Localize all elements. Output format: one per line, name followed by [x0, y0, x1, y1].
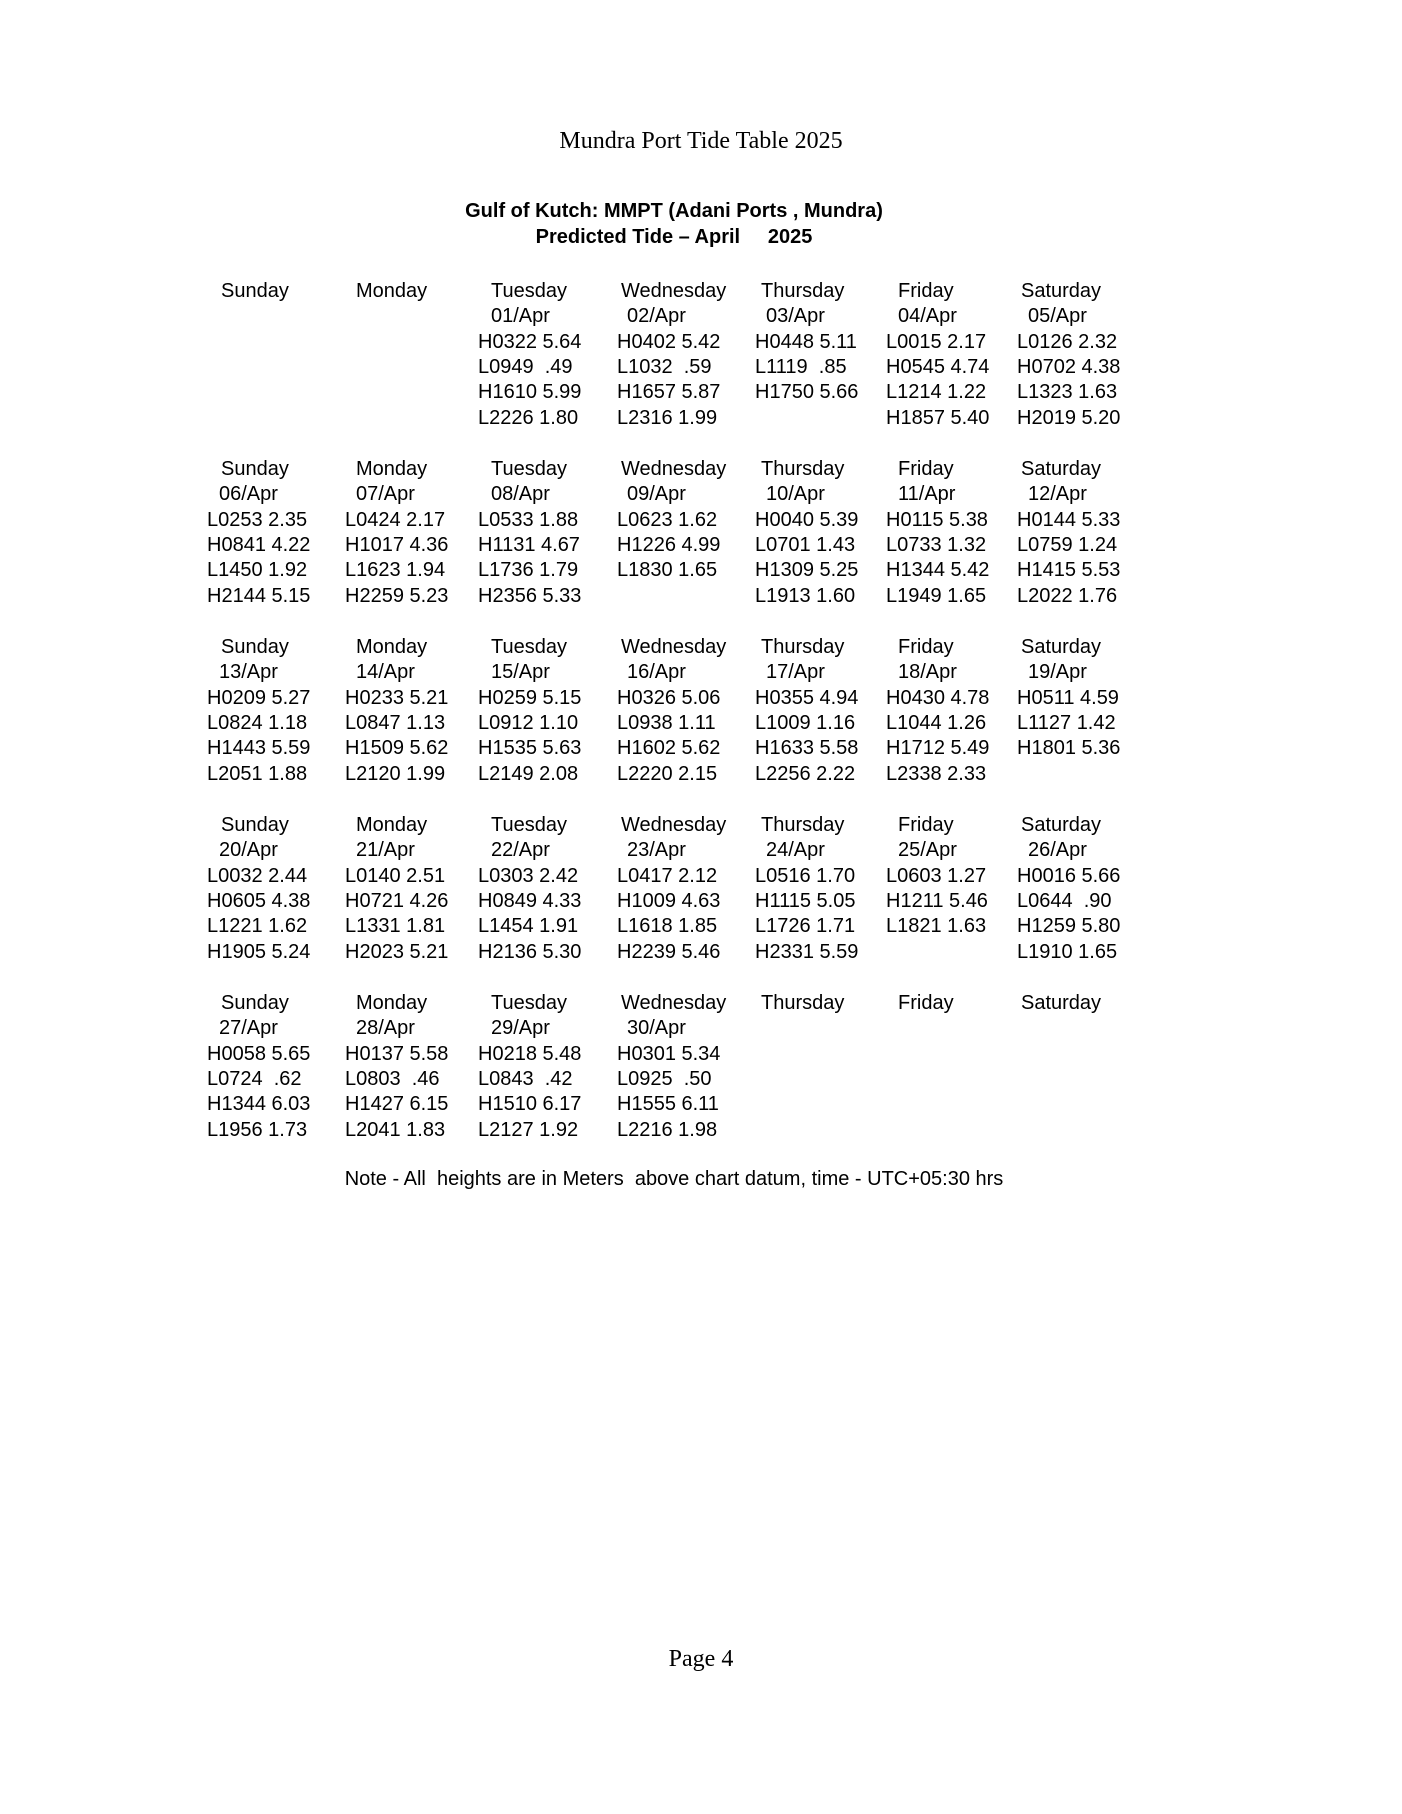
tide-entry: L0824 1.18 — [207, 711, 308, 734]
tide-entry: H1555 6.11 — [617, 1093, 719, 1116]
day-name: Sunday — [221, 636, 289, 658]
tide-entry: H1226 4.99 — [617, 533, 721, 556]
day-name: Monday — [356, 992, 428, 1014]
tide-entry: H0402 5.42 — [617, 330, 721, 353]
date-label: 25/Apr — [898, 839, 957, 862]
tide-entry: L2216 1.98 — [617, 1118, 718, 1141]
date-label: 03/Apr — [766, 305, 825, 328]
date-label: 17/Apr — [766, 661, 825, 684]
tide-entry: H1602 5.62 — [617, 737, 721, 760]
day-name: Wednesday — [621, 814, 727, 836]
tide-entry: H0355 4.94 — [755, 686, 859, 709]
tide-entry: H1510 6.17 — [478, 1093, 582, 1116]
tide-entry: H0322 5.64 — [478, 330, 582, 353]
location-heading: Gulf of Kutch: MMPT (Adani Ports , Mundra) — [465, 200, 883, 222]
tide-entry: L1956 1.73 — [207, 1118, 308, 1141]
tide-entry: H0016 5.66 — [1017, 864, 1121, 887]
tide-entry: H1535 5.63 — [478, 737, 582, 760]
day-name: Tuesday — [491, 814, 567, 836]
day-name: Tuesday — [491, 636, 567, 658]
tide-entry: H1443 5.59 — [207, 737, 311, 760]
date-label: 28/Apr — [356, 1017, 415, 1040]
tide-entry: L1910 1.65 — [1017, 940, 1118, 963]
day-name: Wednesday — [621, 280, 727, 302]
tide-entry: H1017 4.36 — [345, 533, 449, 556]
tide-entry: H0058 5.65 — [207, 1042, 311, 1065]
tide-entry: L1726 1.71 — [755, 915, 856, 938]
day-name: Saturday — [1021, 458, 1102, 480]
tide-entry: L2127 1.92 — [478, 1118, 579, 1141]
date-label: 20/Apr — [219, 839, 278, 862]
tide-entry: L0949 .49 — [478, 355, 573, 378]
tide-entry: H0301 5.34 — [617, 1042, 721, 1065]
date-label: 27/Apr — [219, 1017, 278, 1040]
tide-entry: H2259 5.23 — [345, 584, 449, 607]
tide-entry: L1009 1.16 — [755, 711, 856, 734]
date-label: 10/Apr — [766, 483, 825, 506]
tide-entry: L0701 1.43 — [755, 533, 856, 556]
tide-entry: H1211 5.46 — [886, 889, 988, 912]
tide-entry: H1115 5.05 — [755, 889, 856, 912]
tide-entry: L1949 1.65 — [886, 584, 987, 607]
date-label: 29/Apr — [491, 1017, 550, 1040]
tide-entry: L2120 1.99 — [345, 762, 446, 785]
tide-entry: L0759 1.24 — [1017, 533, 1118, 556]
tide-entry: H0511 4.59 — [1017, 686, 1119, 709]
date-label: 16/Apr — [627, 661, 686, 684]
day-name: Sunday — [221, 280, 289, 302]
tide-entry: L2220 2.15 — [617, 762, 718, 785]
date-label: 01/Apr — [491, 305, 550, 328]
day-name: Thursday — [761, 458, 845, 480]
tide-entry: L0126 2.32 — [1017, 330, 1118, 353]
tide-entry: H1309 5.25 — [755, 559, 859, 582]
tide-entry: H0448 5.11 — [755, 330, 857, 353]
tide-entry: L0912 1.10 — [478, 711, 579, 734]
day-name: Thursday — [761, 280, 845, 302]
tide-entry: H0849 4.33 — [478, 889, 582, 912]
tide-entry: L2149 2.08 — [478, 762, 579, 785]
day-name: Tuesday — [491, 458, 567, 480]
day-name: Wednesday — [621, 636, 727, 658]
day-name: Wednesday — [621, 458, 727, 480]
date-label: 14/Apr — [356, 661, 415, 684]
day-name: Tuesday — [491, 992, 567, 1014]
tide-entry: H0326 5.06 — [617, 686, 721, 709]
day-name: Thursday — [761, 992, 845, 1014]
tide-entry: H0430 4.78 — [886, 686, 990, 709]
tide-entry: L1454 1.91 — [478, 915, 579, 938]
tide-entry: L1830 1.65 — [617, 559, 718, 582]
tide-entry: L0015 2.17 — [886, 330, 987, 353]
date-label: 09/Apr — [627, 483, 686, 506]
tide-entry: L1323 1.63 — [1017, 381, 1118, 404]
tide-entry: L2256 2.22 — [755, 762, 856, 785]
tide-entry: H0721 4.26 — [345, 889, 449, 912]
tide-entry: L1450 1.92 — [207, 559, 308, 582]
tide-entry: L1221 1.62 — [207, 915, 308, 938]
tide-entry: H2019 5.20 — [1017, 406, 1121, 429]
period-heading: Predicted Tide – April 2025 — [535, 226, 813, 248]
date-label: 05/Apr — [1028, 305, 1087, 328]
tide-entry: H0209 5.27 — [207, 686, 311, 709]
tide-entry: H2144 5.15 — [207, 584, 311, 607]
tide-entry: H1610 5.99 — [478, 381, 582, 404]
tide-entry: L0623 1.62 — [617, 508, 718, 531]
day-name: Saturday — [1021, 992, 1102, 1014]
tide-entry: H1344 5.42 — [886, 559, 990, 582]
tide-entry: L0533 1.88 — [478, 508, 579, 531]
date-label: 23/Apr — [627, 839, 686, 862]
date-label: 11/Apr — [898, 483, 956, 506]
tide-entry: L0424 2.17 — [345, 508, 446, 531]
tide-entry: H2023 5.21 — [345, 940, 449, 963]
tide-entry: H1344 6.03 — [207, 1093, 311, 1116]
date-label: 02/Apr — [627, 305, 686, 328]
tide-entry: H0233 5.21 — [345, 686, 449, 709]
tide-entry: H0605 4.38 — [207, 889, 311, 912]
day-name: Friday — [898, 458, 954, 480]
day-name: Saturday — [1021, 280, 1102, 302]
date-label: 30/Apr — [627, 1017, 686, 1040]
page-number: Page 4 — [668, 1646, 734, 1672]
tide-entry: L0733 1.32 — [886, 533, 987, 556]
date-label: 26/Apr — [1028, 839, 1087, 862]
day-name: Sunday — [221, 814, 289, 836]
tide-entry: L2022 1.76 — [1017, 584, 1118, 607]
tide-entry: L2338 2.33 — [886, 762, 987, 785]
day-name: Friday — [898, 280, 954, 302]
day-name: Sunday — [221, 992, 289, 1014]
tide-entry: H0137 5.58 — [345, 1042, 449, 1065]
tide-entry: H0115 5.38 — [886, 508, 988, 531]
date-label: 21/Apr — [356, 839, 415, 862]
tide-entry: L1214 1.22 — [886, 381, 987, 404]
date-label: 04/Apr — [898, 305, 957, 328]
tide-entry: H2356 5.33 — [478, 584, 582, 607]
tide-entry: H1857 5.40 — [886, 406, 990, 429]
document-title: Mundra Port Tide Table 2025 — [559, 128, 843, 154]
tide-entry: L0516 1.70 — [755, 864, 856, 887]
tide-entry: L0843 .42 — [478, 1067, 573, 1090]
tide-entry: H1801 5.36 — [1017, 737, 1121, 760]
tide-entry: L2041 1.83 — [345, 1118, 446, 1141]
date-label: 07/Apr — [356, 483, 415, 506]
tide-entry: H0841 4.22 — [207, 533, 311, 556]
tide-entry: H2136 5.30 — [478, 940, 582, 963]
tide-entry: L1623 1.94 — [345, 559, 446, 582]
tide-entry: L1119 .85 — [755, 355, 847, 378]
day-name: Saturday — [1021, 814, 1102, 836]
tide-entry: L1821 1.63 — [886, 915, 987, 938]
day-name: Monday — [356, 636, 428, 658]
tide-entry: L1331 1.81 — [345, 915, 446, 938]
tide-entry: L0603 1.27 — [886, 864, 987, 887]
tide-entry: H2239 5.46 — [617, 940, 721, 963]
tide-entry: L0938 1.11 — [617, 711, 716, 734]
tide-entry: H2331 5.59 — [755, 940, 859, 963]
day-name: Tuesday — [491, 280, 567, 302]
tide-entry: H1905 5.24 — [207, 940, 311, 963]
tide-entry: L2226 1.80 — [478, 406, 579, 429]
tide-entry: L1044 1.26 — [886, 711, 987, 734]
day-name: Friday — [898, 636, 954, 658]
day-name: Thursday — [761, 636, 845, 658]
tide-entry: H0218 5.48 — [478, 1042, 582, 1065]
tide-entry: L0847 1.13 — [345, 711, 446, 734]
date-label: 18/Apr — [898, 661, 957, 684]
day-name: Sunday — [221, 458, 289, 480]
date-label: 12/Apr — [1028, 483, 1087, 506]
tide-entry: H1509 5.62 — [345, 737, 449, 760]
day-name: Monday — [356, 458, 428, 480]
tide-entry: L0803 .46 — [345, 1067, 440, 1090]
tide-entry: H0144 5.33 — [1017, 508, 1121, 531]
tide-entry: L1127 1.42 — [1017, 711, 1116, 734]
tide-entry: L1736 1.79 — [478, 559, 579, 582]
tide-entry: H1657 5.87 — [617, 381, 721, 404]
tide-entry: H1750 5.66 — [755, 381, 859, 404]
tide-entry: H1633 5.58 — [755, 737, 859, 760]
date-label: 08/Apr — [491, 483, 550, 506]
tide-entry: H0040 5.39 — [755, 508, 859, 531]
tide-entry: L1618 1.85 — [617, 915, 718, 938]
date-label: 06/Apr — [219, 483, 278, 506]
date-label: 22/Apr — [491, 839, 550, 862]
tide-entry: H0702 4.38 — [1017, 355, 1121, 378]
tide-entry: H0259 5.15 — [478, 686, 582, 709]
day-name: Monday — [356, 814, 428, 836]
date-label: 13/Apr — [219, 661, 278, 684]
tide-entry: L0724 .62 — [207, 1067, 302, 1090]
day-name: Thursday — [761, 814, 845, 836]
units-note: Note - All heights are in Meters above chart datum, time - UTC+05:30 hrs — [344, 1168, 1004, 1190]
tide-entry: H1427 6.15 — [345, 1093, 449, 1116]
tide-entry: L0253 2.35 — [207, 508, 308, 531]
tide-entry: H1259 5.80 — [1017, 915, 1121, 938]
date-label: 19/Apr — [1028, 661, 1087, 684]
tide-entry: L0925 .50 — [617, 1067, 712, 1090]
day-name: Monday — [356, 280, 428, 302]
date-label: 15/Apr — [491, 661, 550, 684]
day-name: Wednesday — [621, 992, 727, 1014]
day-name: Friday — [898, 992, 954, 1014]
tide-entry: H1712 5.49 — [886, 737, 990, 760]
tide-entry: L0644 .90 — [1017, 889, 1112, 912]
tide-entry: H0545 4.74 — [886, 355, 990, 378]
tide-entry: L2316 1.99 — [617, 406, 718, 429]
tide-entry: H1415 5.53 — [1017, 559, 1121, 582]
tide-entry: L0140 2.51 — [345, 864, 446, 887]
tide-entry: L0303 2.42 — [478, 864, 579, 887]
tide-entry: L0032 2.44 — [207, 864, 308, 887]
day-name: Friday — [898, 814, 954, 836]
date-label: 24/Apr — [766, 839, 825, 862]
tide-entry: L0417 2.12 — [617, 864, 718, 887]
tide-entry: H1131 4.67 — [478, 533, 580, 556]
tide-entry: L1913 1.60 — [755, 584, 856, 607]
day-name: Saturday — [1021, 636, 1102, 658]
tide-entry: L2051 1.88 — [207, 762, 308, 785]
tide-entry: L1032 .59 — [617, 355, 712, 378]
tide-entry: H1009 4.63 — [617, 889, 721, 912]
